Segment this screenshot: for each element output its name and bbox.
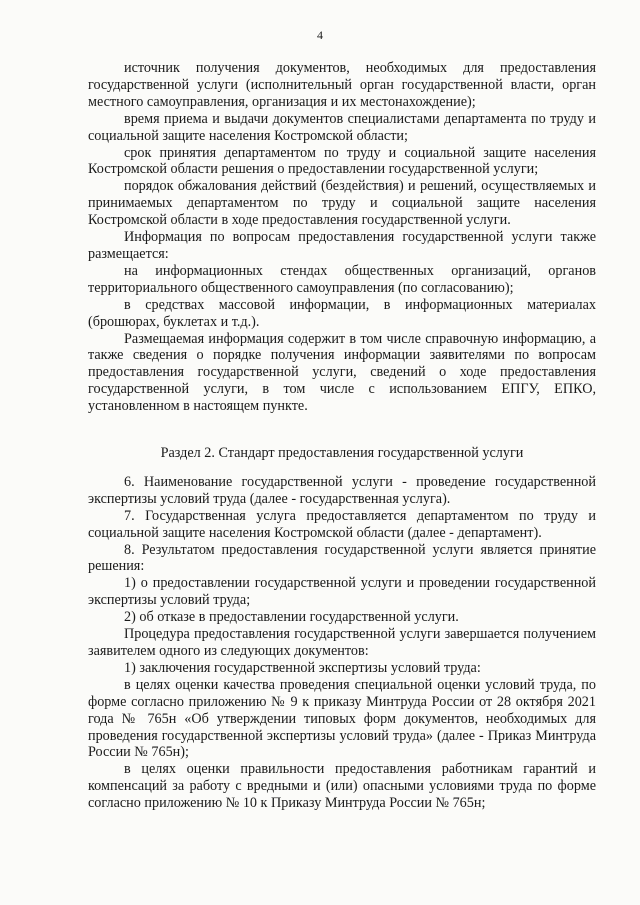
paragraph: срок принятия департаментом по труду и социальной защите населения Костромской области решения о предоставлении государственной услуги; bbox=[88, 144, 596, 178]
paragraph: в целях оценки качества проведения специальной оценки условий труда, по форме согласно приложению № 9 к приказу Минтруда России от 28 октября 2021 года № 765н «Об утверждении типовых форм документов, необходимых для проведения государственной экспертизы условий труда» (далее - Приказ Минтруда России № 765н); bbox=[88, 676, 596, 761]
paragraph: 7. Государственная услуга предоставляется департаментом по труду и социальной защите населения Костромской области (далее - департамент). bbox=[88, 507, 596, 541]
paragraph: 6. Наименование государственной услуги - проведение государственной экспертизы условий труда (далее - государственная услуга). bbox=[88, 473, 596, 507]
document-body bbox=[88, 60, 596, 812]
paragraph: Размещаемая информация содержит в том числе справочную информацию, а также сведения о порядке получения информации заявителями по вопросам предоставления государственной услуги, сведений о ходе предоставления государственной услуги, в том числе с использованием ЕПГУ, ЕПКО, установленном в настоящем пункте. bbox=[88, 330, 596, 415]
paragraph: 1) заключения государственной экспертизы условий труда: bbox=[124, 659, 481, 676]
paragraph: в целях оценки правильности предоставления работникам гарантий и компенсаций за работу с вредными и (или) опасными условиями труда по форме согласно приложению № 10 к Приказу Минтруда России № 765н; bbox=[88, 761, 596, 812]
paragraph: порядок обжалования действий (бездействия) и решений, осуществляемых и принимаемых департаментом по труду и социальной защите населения Костромской области в ходе предоставления государственной услуги. bbox=[88, 178, 596, 229]
section-heading: Раздел 2. Стандарт предоставления государственной услуги bbox=[160, 445, 524, 462]
paragraph: 2) об отказе в предоставлении государственной услуги. bbox=[124, 609, 459, 626]
paragraph: Процедура предоставления государственной услуги завершается получением заявителем одного из следующих документов: bbox=[88, 626, 596, 659]
paragraph: источник получения документов, необходимых для предоставления государственной услуги (исполнительный орган государственной власти, орган местного самоуправления, организация и их местонахождение); bbox=[88, 60, 596, 110]
paragraph: 1) о предоставлении государственной услуги и проведении государственной экспертизы условий труда; bbox=[88, 575, 596, 609]
paragraph: Информация по вопросам предоставления государственной услуги также размещается: bbox=[88, 229, 596, 262]
spacer bbox=[88, 415, 596, 445]
paragraph: время приема и выдачи документов специалистами департамента по труду и социальной защите населения Костромской области; bbox=[88, 110, 596, 144]
paragraph: в средствах массовой информации, в информационных материалах (брошюрах, буклетах и т.д.). bbox=[88, 296, 596, 330]
paragraph: 8. Результатом предоставления государственной услуги является принятие решения: bbox=[88, 541, 596, 575]
paragraph: на информационных стендах общественных организаций, органов территориального общественного самоуправления (по согласованию); bbox=[88, 262, 596, 296]
page-number: 4 bbox=[317, 28, 323, 42]
